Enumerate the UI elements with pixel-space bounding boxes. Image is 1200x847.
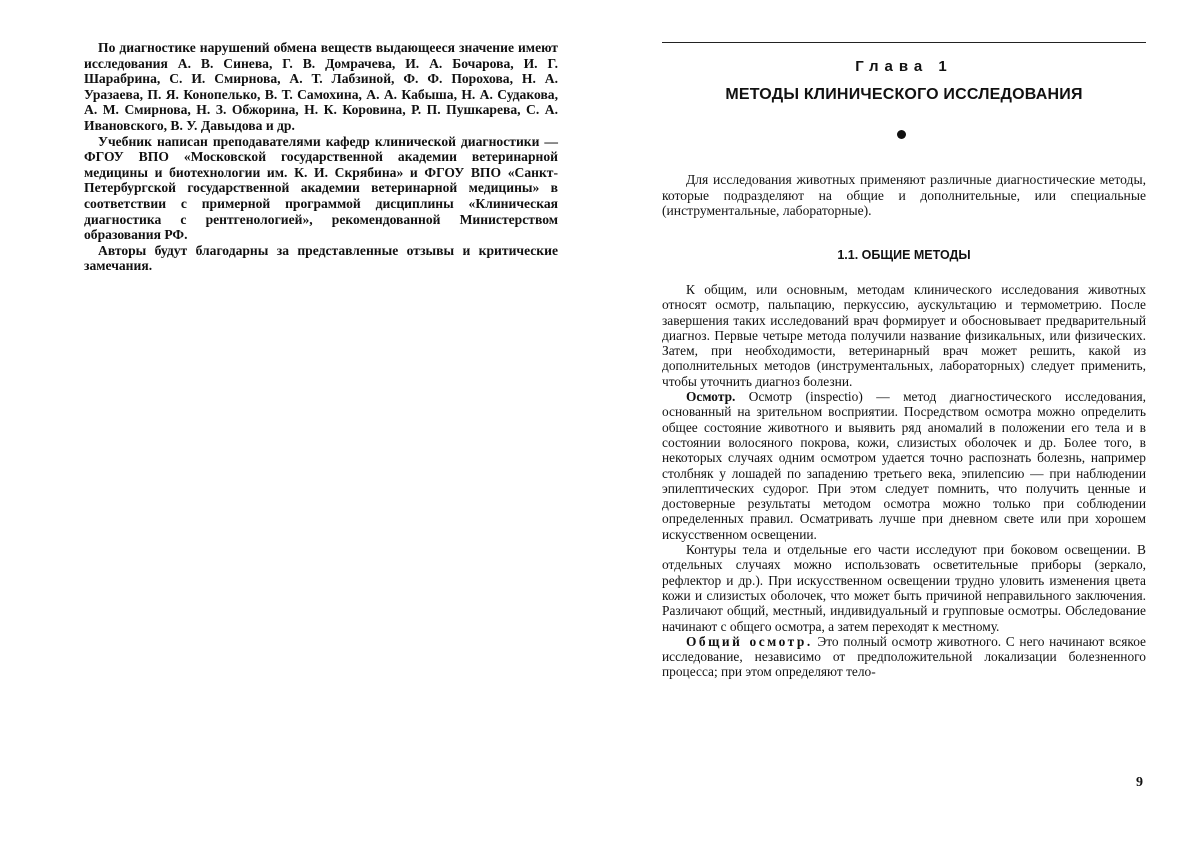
chapter-intro xyxy=(662,172,1146,219)
left-text-column xyxy=(84,40,558,274)
bullet-ornament xyxy=(897,130,906,139)
body-paragraph-1: К общим, или основным, методам клинического исследования животных относят осмотр, пальпацию, перкуссию, аускультацию и термометрию. После завершения таких исследований врач формирует и обосновывает предварительный диагноз. Первые четыре метода получили название физикальных, или физических. Затем, при необходимости, ветеринарный врач может решить, какой из дополнительных методов (инструментальных, лабораторных) следует применить, чтобы уточнить диагноз болезни. xyxy=(662,282,1146,389)
top-rule-divider xyxy=(662,42,1146,43)
body-paragraph-4 xyxy=(662,634,1146,680)
chapter-label: Глава 1 xyxy=(855,58,953,75)
general-inspection-lead: Общий осмотр. xyxy=(686,633,813,649)
page-number: 9 xyxy=(1136,775,1143,790)
left-paragraph-3: Авторы будут благодарны за представленные отзывы и критические замечания. xyxy=(84,242,558,274)
body-paragraph-3: Контуры тела и отдельные его части исследуют при боковом освещении. В отдельных случаях можно использовать осветительные приборы (зеркало, рефлектор и др.). При искусственном освещении трудно уловить изменения цвета кожи и слизистых оболочек, что может быть причиной неправильного заключения. Различают общий, местный, индивидуальный и групповые осмотры. Обследование начинают с общего осмотра, а затем переходят к местному. xyxy=(662,542,1146,634)
inspection-lead: Осмотр. xyxy=(686,389,736,405)
left-paragraph-1: По диагностике нарушений обмена веществ выдающееся значение имеют исследования А. В. Синева, Г. В. Домрачева, И. А. Бочарова, И. Г. Шарабрина, С. И. Смирнова, А. Т. Лабзиной, Ф. Ф. Порохова, Н. А. Уразаева, П. Я. Конопелько, В. Т. Самохина, А. А. Кабыша, Н. А. Судакова, А. М. Смирнова, Н. З. Обжорина, Н. К. Коровина, Р. П. Пушкарева, С. А. Ивановского, В. У. Давыдова и др. xyxy=(84,40,558,133)
general-inspection-text: Это полный осмотр животного. С него начинают всякое исследование, независимо от предположительной локализации болезненного процесса; при этом определяют тело- xyxy=(662,633,1147,680)
left-paragraph-2: Учебник написан преподавателями кафедр клинической диагностики — ФГОУ ВПО «Московской государственной академии ветеринарной медицины и биотехнологии им. К. И. Скрябина» и ФГОУ ВПО «Санкт-Петербургской государственной академии ветеринарной медицины» в соответствии с примерной программой дисциплины «Клиническая диагностика с рентгенологией», рекомендованной Министерством образования РФ. xyxy=(84,133,558,243)
body-paragraph-2 xyxy=(662,389,1146,542)
section-title: 1.1. ОБЩИЕ МЕТОДЫ xyxy=(837,248,971,262)
right-text-column xyxy=(662,282,1146,680)
chapter-title: МЕТОДЫ КЛИНИЧЕСКОГО ИССЛЕДОВАНИЯ xyxy=(725,86,1083,103)
right-page xyxy=(600,0,1200,847)
inspection-text: Осмотр (inspectio) — метод диагностического исследования, основанный на зрительном восприятии. Посредством осмотра можно определить общее состояние животного и выявить ряд аномалий в положении его тела и в состоянии волосяного покрова, кожи, слизистых оболочек и др. Более того, в некоторых случаях одним осмотром удается точно распознать болезнь, например столбняк у лошадей по западению третьего века, эпилепсию — при наблюдении эпилептических судорог. При этом следует помнить, что получить ценные и достоверные результаты методом осмотра можно только при соблюдении определенных правил. Осматривать лучше при дневном свете или при хорошем искусственном освещении. xyxy=(662,389,1146,542)
intro-paragraph: Для исследования животных применяют различные диагностические методы, которые подразделяют на общие и дополнительные, или специальные (инструментальные, лабораторные). xyxy=(662,172,1146,219)
